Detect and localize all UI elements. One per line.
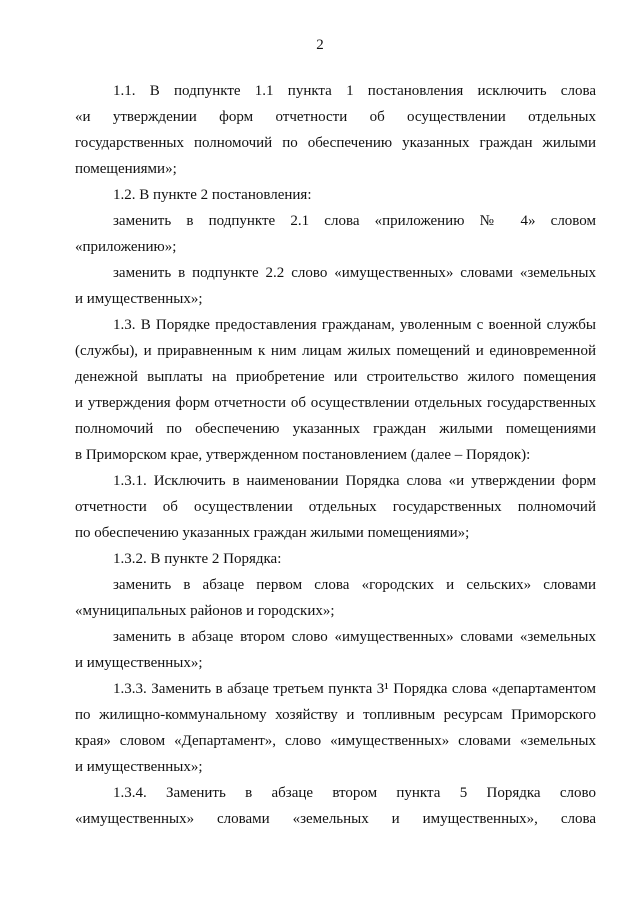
text-line: и имущественных»; xyxy=(75,291,203,307)
text-line: «имущественных» словами «земельных и имущественных», слова xyxy=(75,811,596,827)
text-line: в Приморском крае, утвержденном постановлением (далее – Порядок): xyxy=(75,447,531,463)
text-line: (службы), и приравненным к ним лицам жилых помещений и единовременной xyxy=(75,343,596,359)
text-line: денежной выплаты на приобретение или строительство жилого помещения xyxy=(75,369,596,385)
text-line: 1.3.1. Исключить в наименовании Порядка слова «и утверждении форм xyxy=(113,473,596,489)
text-line: отчетности об осуществлении отдельных государственных полномочий xyxy=(75,499,596,515)
text-line: 1.1. В подпункте 1.1 пункта 1 постановления исключить слова xyxy=(113,83,596,99)
text-line: 1.3.2. В пункте 2 Порядка: xyxy=(113,551,282,567)
text-line: и имущественных»; xyxy=(75,655,203,671)
text-line: и имущественных»; xyxy=(75,759,203,775)
text-line: «приложению»; xyxy=(75,239,177,255)
text-line: 1.3. В Порядке предоставления гражданам, уволенным с военной службы xyxy=(113,317,596,333)
text-line: государственных полномочий по обеспечению указанных граждан жилыми xyxy=(75,135,596,151)
text-line: по жилищно-коммунальному хозяйству и топливным ресурсам Приморского xyxy=(75,707,596,723)
text-line: заменить в абзаце втором слово «имущественных» словами «земельных xyxy=(113,629,596,645)
text-line: по обеспечению указанных граждан жилыми помещениями»; xyxy=(75,525,470,541)
text-line: «и утверждении форм отчетности об осуществлении отдельных xyxy=(75,109,596,125)
text-line: 1.3.3. Заменить в абзаце третьем пункта 3¹ Порядка слова «департаментом xyxy=(113,681,596,697)
text-line: помещениями»; xyxy=(75,161,177,177)
text-line: заменить в подпункте 2.1 слова «приложению № 4» словом xyxy=(113,213,596,229)
text-line: полномочий по обеспечению указанных граждан жилыми помещениями xyxy=(75,421,596,437)
document-body xyxy=(75,78,596,832)
text-line: заменить в абзаце первом слова «городских и сельских» словами xyxy=(113,577,596,593)
text-line: 1.3.4. Заменить в абзаце втором пункта 5 Порядка слово xyxy=(113,785,596,801)
text-line: и утверждения форм отчетности об осуществлении отдельных государственных xyxy=(75,395,596,411)
text-line: «муниципальных районов и городских»; xyxy=(75,603,335,619)
text-line: края» словом «Департамент», слово «имущественных» словами «земельных xyxy=(75,733,596,749)
page-number: 2 xyxy=(316,37,324,53)
text-line: 1.2. В пункте 2 постановления: xyxy=(113,187,312,203)
text-line: заменить в подпункте 2.2 слово «имущественных» словами «земельных xyxy=(113,265,596,281)
